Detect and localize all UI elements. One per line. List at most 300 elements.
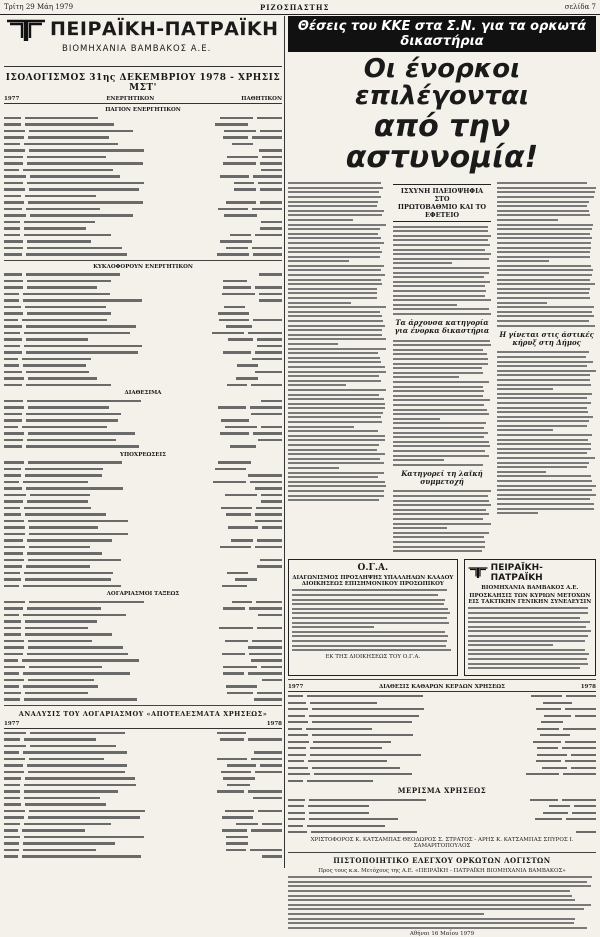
text-line	[393, 340, 490, 342]
ledger-cell	[262, 855, 282, 857]
ledger-cell	[261, 500, 282, 502]
ledger-cell	[252, 136, 282, 138]
ledger-cell	[212, 332, 244, 334]
ledger-row	[4, 412, 282, 416]
text-line	[468, 649, 585, 651]
ledger-cell	[4, 123, 21, 125]
ledger-cell	[221, 419, 249, 421]
ledger-cell	[27, 280, 112, 282]
ledger-cell	[4, 797, 20, 799]
ledger-cell	[26, 325, 136, 327]
ledger-cell	[223, 672, 245, 674]
ledger-row	[288, 753, 596, 757]
ledger-cell	[226, 325, 252, 327]
ledger-cell	[27, 607, 101, 609]
text-line	[288, 311, 380, 313]
profit-lines	[288, 694, 596, 783]
text-line	[288, 187, 383, 189]
ledger-row	[288, 714, 596, 718]
ledger-cell	[260, 201, 282, 203]
ledger-cell	[226, 201, 256, 203]
ledger-cell	[220, 546, 250, 548]
ledger-cell	[257, 345, 282, 347]
ledger-cell	[25, 777, 135, 779]
ledger-row	[4, 123, 282, 127]
text-line	[288, 297, 377, 299]
dividend-lines	[288, 798, 596, 835]
ledger-cell	[25, 306, 106, 308]
ledger-cell	[4, 358, 18, 360]
text-line	[393, 413, 489, 415]
ledger-cell	[258, 614, 282, 616]
text-line	[288, 288, 377, 290]
text-line	[393, 372, 484, 374]
text-line	[288, 251, 382, 253]
ledger-cell	[23, 672, 130, 674]
ledger-cell	[4, 738, 20, 740]
ledger-cell	[566, 818, 596, 820]
text-line	[497, 265, 591, 267]
pp-notice-text	[468, 607, 592, 669]
text-line	[393, 386, 483, 388]
ledger-cell	[23, 842, 116, 844]
text-line	[497, 462, 589, 464]
text-line	[468, 635, 588, 637]
text-line	[288, 210, 384, 212]
text-line	[292, 645, 446, 647]
ledger-cell	[227, 572, 248, 574]
ledger-row	[4, 646, 282, 650]
text-line	[497, 429, 553, 431]
text-line	[497, 508, 594, 510]
ledger-row	[4, 331, 282, 335]
ledger-cell	[30, 494, 90, 496]
ledger-cell	[4, 607, 23, 609]
ledger-cell	[28, 679, 94, 681]
text-line	[393, 527, 447, 529]
text-line	[393, 285, 486, 287]
text-line	[288, 247, 380, 249]
ledger-cell	[288, 760, 304, 762]
ledger-cell	[288, 818, 305, 820]
ledger-cell	[222, 293, 255, 295]
text-line	[288, 384, 346, 386]
oga-subtitle: ΔΙΑΓΩΝΙΣΜΟΣ ΠΡΟΣΛΗΨΗΣ ΥΠΑΛΛΗΛΩΝ ΚΛΑΔΟΥ ΔΙΟΙΚΗΣΕΩΣ ΕΠΙΣΗΜΟΝΙΚΟΥ ΠΡΟΣΩΠΙΚΟΥ	[292, 574, 454, 587]
ledger-cell	[4, 666, 25, 668]
text-line	[288, 890, 570, 892]
ledger-cell	[257, 627, 282, 629]
ledger-row	[4, 777, 282, 781]
text-line	[288, 913, 484, 915]
ledger-row	[288, 772, 596, 776]
balance-column-header	[4, 95, 282, 104]
ledger-cell	[4, 823, 20, 825]
ledger-cell	[536, 760, 561, 762]
text-line	[288, 375, 379, 377]
ledger-cell	[565, 708, 596, 710]
ledger-cell	[255, 371, 282, 373]
text-line	[497, 397, 587, 399]
text-line	[292, 626, 374, 628]
text-line	[497, 425, 586, 427]
text-line	[288, 876, 592, 878]
ledger-cell	[288, 708, 308, 710]
text-line	[288, 233, 378, 235]
ledger-cell	[250, 406, 282, 408]
ledger-cell	[4, 156, 23, 158]
ledger-row	[288, 727, 596, 731]
headline-line-2: από την αστυνομία!	[345, 108, 539, 176]
ledger-cell	[28, 640, 93, 642]
text-line	[288, 435, 385, 437]
ledger-cell	[27, 286, 96, 288]
ledger-cell	[28, 520, 128, 522]
ledger-row	[288, 766, 596, 770]
ledger-cell	[258, 182, 282, 184]
text-line	[497, 288, 590, 290]
ledger-row	[288, 733, 596, 737]
ledger-row	[4, 325, 282, 329]
ledger-row	[4, 149, 282, 153]
text-line	[468, 617, 581, 619]
text-line	[497, 466, 586, 468]
ledger-row	[4, 487, 282, 491]
text-line	[288, 899, 575, 901]
text-line	[468, 658, 588, 660]
ledger-cell	[251, 384, 282, 386]
ledger-cell	[26, 208, 100, 210]
profit-column-header	[288, 683, 596, 692]
text-line	[497, 439, 588, 441]
text-line	[288, 472, 384, 474]
text-line	[497, 187, 596, 189]
assets-lines	[4, 116, 282, 257]
text-line	[288, 412, 383, 414]
ledger-cell	[4, 439, 23, 441]
ledger-cell	[261, 221, 282, 223]
ledger-cell	[226, 513, 250, 515]
inset-heading-4: Η γίνεται στις άστικές κήρυξ στη Δήμος	[499, 329, 594, 347]
ledger-cell	[531, 695, 563, 697]
ledger-row	[4, 292, 282, 296]
ledger-cell	[255, 487, 282, 489]
text-line	[497, 210, 588, 212]
text-line	[497, 219, 558, 221]
ledger-cell	[4, 842, 19, 844]
ledger-cell	[571, 767, 596, 769]
ledger-cell	[288, 741, 309, 743]
ledger-cell	[4, 620, 21, 622]
ledger-row	[4, 764, 282, 768]
text-line	[288, 357, 380, 359]
col-assets-label: ΕΝΕΡΓΗΤΙΚΟΝ	[106, 96, 155, 102]
text-line	[288, 256, 380, 258]
ledger-cell	[226, 247, 248, 249]
ledger-cell	[27, 156, 107, 158]
ledger-cell	[4, 299, 19, 301]
ledger-cell	[255, 286, 282, 288]
ledger-cell	[307, 825, 385, 827]
ledger-row	[4, 738, 282, 742]
ledger-row	[4, 506, 282, 510]
ledger-cell	[4, 247, 23, 249]
ledger-cell	[4, 546, 25, 548]
text-line	[497, 356, 586, 358]
ledger-cell	[533, 741, 561, 743]
text-line	[497, 325, 594, 327]
ledger-row	[4, 279, 282, 283]
ledger-cell	[26, 273, 120, 275]
ledger-cell	[25, 474, 103, 476]
ledger-row	[4, 312, 282, 316]
ledger-row	[4, 678, 282, 682]
text-line	[288, 908, 584, 910]
text-line	[497, 374, 590, 376]
ledger-cell	[258, 439, 282, 441]
ledger-row	[288, 720, 596, 724]
ledger-row	[4, 175, 282, 179]
text-line	[393, 399, 490, 401]
ledger-cell	[253, 253, 282, 255]
text-line	[497, 269, 593, 271]
ledger-row	[4, 474, 282, 478]
dividend-title: ΜΕΡΙΣΜΑ ΧΡΗΣΕΩΣ	[397, 785, 487, 795]
text-line	[393, 445, 491, 447]
text-line	[497, 480, 591, 482]
ledger-cell	[23, 169, 113, 171]
ledger-cell	[540, 734, 570, 736]
text-line	[393, 390, 485, 392]
newspaper-name: ΡΙΖΟΣΠΑΣΤΗΣ	[260, 3, 330, 12]
ledger-cell	[262, 526, 282, 528]
ledger-cell	[27, 240, 92, 242]
ledger-cell	[310, 747, 382, 749]
ledger-cell	[29, 533, 128, 535]
ledger-row	[4, 659, 282, 663]
text-line	[393, 258, 489, 260]
ledger-cell	[4, 227, 20, 229]
ledger-row	[4, 351, 282, 355]
ledger-cell	[223, 777, 255, 779]
text-line	[393, 418, 441, 420]
ledger-cell	[563, 773, 596, 775]
ledger-cell	[535, 818, 562, 820]
ledger-cell	[253, 175, 282, 177]
text-line	[393, 353, 487, 355]
divider	[4, 705, 282, 706]
text-line	[497, 201, 589, 203]
ledger-row	[4, 445, 282, 449]
ledger-row	[288, 694, 596, 698]
text-line	[393, 395, 483, 397]
ledger-row	[288, 804, 596, 808]
ledger-cell	[255, 520, 282, 522]
ledger-cell	[288, 780, 303, 782]
text-line	[288, 361, 381, 363]
ledger-row	[4, 519, 282, 523]
ledger-row	[4, 513, 282, 517]
liabilities-lines	[4, 461, 282, 589]
ledger-row	[4, 790, 282, 794]
ledger-cell	[217, 758, 247, 760]
text-line	[393, 376, 459, 378]
text-line	[288, 260, 349, 262]
text-line	[497, 384, 591, 386]
ledger-cell	[288, 728, 302, 730]
ledger-cell	[27, 312, 111, 314]
ledger-cell	[4, 400, 23, 402]
text-line	[393, 276, 484, 278]
ledger-row	[4, 233, 282, 237]
text-line	[497, 315, 593, 317]
ledger-cell	[4, 234, 20, 236]
text-line	[288, 462, 384, 464]
text-line	[497, 205, 586, 207]
ledger-cell	[251, 829, 282, 831]
ledger-cell	[260, 559, 282, 561]
ledger-cell	[259, 293, 282, 295]
text-line	[288, 394, 379, 396]
text-line	[288, 398, 384, 400]
audit-text	[288, 876, 596, 929]
ledger-cell	[248, 790, 282, 792]
ledger-cell	[24, 698, 137, 700]
profit-year-b: 1978	[580, 683, 596, 690]
text-line	[497, 361, 593, 363]
ledger-cell	[252, 208, 282, 210]
ledger-cell	[23, 299, 142, 301]
text-line	[497, 279, 589, 281]
ledger-cell	[312, 734, 413, 736]
text-line	[393, 295, 485, 297]
ledger-row	[4, 500, 282, 504]
text-line	[288, 918, 575, 920]
ledger-cell	[4, 338, 22, 340]
ledger-row	[4, 816, 282, 820]
text-line	[393, 344, 491, 346]
ledger-cell	[226, 685, 256, 687]
ledger-cell	[27, 539, 111, 541]
text-line	[292, 594, 438, 596]
ledger-cell	[4, 653, 23, 655]
article-column-2	[393, 180, 492, 555]
ledger-row	[4, 181, 282, 185]
ledger-row	[288, 759, 596, 763]
ledger-row	[4, 136, 282, 140]
ledger-cell	[215, 468, 246, 470]
text-line	[497, 420, 588, 422]
text-line	[393, 532, 489, 534]
ledger-cell	[29, 149, 144, 151]
ledger-cell	[217, 790, 244, 792]
text-line	[497, 388, 552, 390]
ledger-cell	[24, 332, 130, 334]
ledger-cell	[576, 831, 596, 833]
text-line	[292, 635, 448, 637]
ledger-cell	[253, 432, 282, 434]
text-line	[393, 367, 482, 369]
ledger-cell	[227, 156, 258, 158]
ledger-cell	[218, 312, 249, 314]
ledger-cell	[250, 849, 282, 851]
text-line	[288, 366, 385, 368]
text-line	[393, 281, 490, 283]
ledger-cell	[4, 143, 20, 145]
ledger-cell	[26, 413, 121, 415]
ledger-cell	[27, 182, 144, 184]
ledger-cell	[248, 474, 282, 476]
ledger-cell	[213, 481, 246, 483]
ledger-cell	[4, 240, 23, 242]
company-subtitle: ΒΙΟΜΗΧΑΝΙΑ ΒΑΜΒΑΚΟΣ Α.Ε.	[62, 44, 212, 54]
ledger-cell	[288, 831, 307, 833]
text-line	[292, 649, 451, 651]
ledger-cell	[254, 751, 282, 753]
ledger-cell	[4, 474, 21, 476]
ledger-row	[4, 357, 282, 361]
text-line	[468, 630, 591, 632]
ledger-cell	[4, 214, 26, 216]
text-line	[393, 441, 490, 443]
ledger-cell	[220, 117, 253, 119]
text-line	[292, 640, 447, 642]
ledger-cell	[259, 273, 282, 275]
text-line	[288, 927, 587, 929]
ledger-cell	[27, 764, 127, 766]
text-line	[468, 621, 591, 623]
headline-line-1: Οι ένορκοι επιλέγονται	[355, 54, 529, 112]
text-line	[288, 499, 379, 501]
profit-title: ΔΙΑΘΕΣΙΣ ΚΑΘΑΡΩΝ ΚΕΡΔΩΝ ΧΡΗΣΕΩΣ	[378, 683, 506, 690]
text-line	[393, 363, 488, 365]
ledger-cell	[4, 325, 22, 327]
ledger-cell	[225, 810, 254, 812]
text-line	[288, 895, 572, 897]
ledger-cell	[288, 812, 305, 814]
text-line	[393, 436, 484, 438]
text-line	[288, 182, 381, 184]
ledger-cell	[288, 747, 306, 749]
ledger-cell	[226, 849, 247, 851]
ledger-row	[4, 461, 282, 465]
ledger-cell	[306, 728, 372, 730]
ledger-row	[4, 539, 282, 543]
ledger-cell	[22, 855, 141, 857]
ledger-cell	[22, 659, 138, 661]
text-line	[393, 536, 485, 538]
ledger-row	[4, 480, 282, 484]
ledger-row	[4, 803, 282, 807]
ledger-row	[4, 829, 282, 833]
ledger-cell	[4, 419, 22, 421]
ledger-cell	[28, 461, 123, 463]
ledger-cell	[28, 406, 108, 408]
text-line	[292, 622, 449, 624]
balance-sheet-ad	[4, 16, 282, 868]
text-line	[393, 308, 490, 310]
text-line	[497, 311, 592, 313]
ledger-cell	[571, 754, 596, 756]
ledger-cell	[4, 445, 22, 447]
ledger-cell	[574, 805, 596, 807]
text-line	[497, 498, 590, 500]
text-line	[393, 249, 486, 251]
ledger-cell	[260, 162, 282, 164]
ledger-cell	[222, 829, 247, 831]
text-line	[497, 402, 591, 404]
text-line	[288, 348, 386, 350]
ledger-cell	[262, 679, 282, 681]
